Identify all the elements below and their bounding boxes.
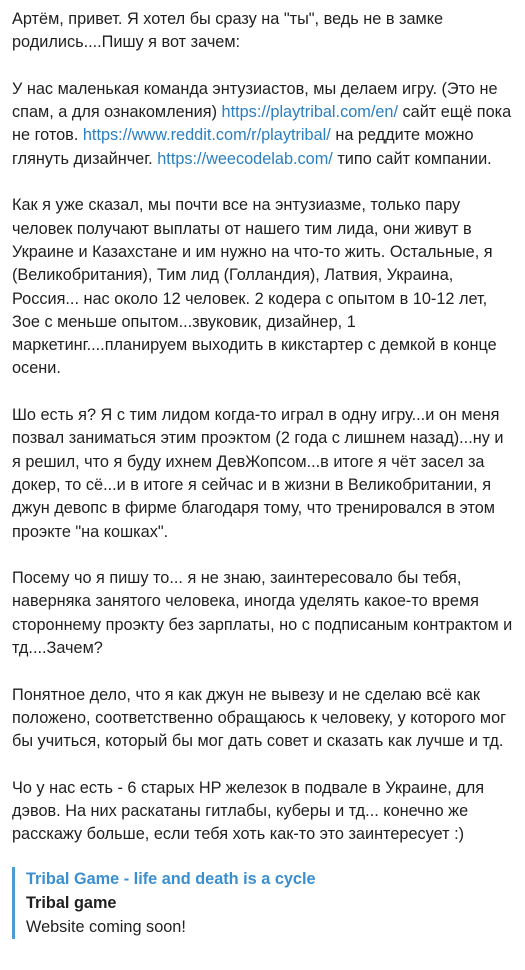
link-preview-title: Tribal game [26,893,117,912]
link-preview-site-name: Tribal Game - life and death is a cycle [26,869,316,888]
text-segment: типо сайт компании. [332,149,492,168]
text-segment: сайт ещё пока не готов. [12,103,512,145]
text-segment: на реддите можно глянуть дизайнчег. [12,126,474,168]
message-paragraph-team [12,78,513,171]
message-paragraph-resources: Чо у нас есть - 6 старых HP железок в подвале в Украине, для дэвов. На них раскатаны гитлабы, куберы и тд... конечно же расскажу больше, если тебя хоть как-то это заинтересует :) [12,778,485,844]
link-playtribal[interactable]: https://playtribal.com/en/ [221,103,398,122]
message-paragraph-about-me: Шо есть я? Я с тим лидом когда-то играл в одну игру...и он меня позвал заниматься этим проэктом (2 года с лишнем назад)...ну и я решил, что я буду ихнем ДевЖопсом...в итоге я чёт засел за докер, то сё...и в итоге я сейчас и в жизни в Великобритании, я джун девопс в фирме благодаря тому, что тренировался в этом проэкте "на кошках". [12,406,504,541]
link-preview-description: Website coming soon! [26,917,186,936]
link-preview[interactable] [12,867,513,939]
message-paragraph-greeting: Артём, привет. Я хотел бы сразу на "ты", ведь не в замке родились....Пишу я вот зачем: [12,10,444,52]
link-weecodelab[interactable]: https://weecodelab.com/ [157,149,333,168]
text-segment: У нас маленькая команда энтузиастов, мы делаем игру. (Это не спам, а для ознакомления) [12,79,498,122]
link-reddit[interactable]: https://www.reddit.com/r/playtribal/ [82,126,331,145]
message-paragraph-enthusiasm: Как я уже сказал, мы почти все на энтузиазме, только пару человек получают выплаты от нашего тим лида, они живут в Украине и Казахстане и им нужно на что-то жить. Остальные, я (Великобритания), Тим лид (Голландия), Латвия, Украина, Россия... нас около 12 человек. 2 кодера с опытом в 10-12 лет, Зое с меньше опытом...звуковик, дизайнер, 1 маркетинг....планируем выходить в кикстартер с демкой в конце осени. [12,196,497,378]
message-paragraph-question: Посему чо я пишу то... я не знаю, заинтересовало бы тебя, наверняка занятого человека, иногда уделять какое-то время стороннему проэкту без зарплаты, но с подписаным контрактом и тд....Зачем? [12,569,513,658]
message-paragraph-reason: Понятное дело, что я как джун не вывезу и не сделаю всё как положено, соответственно обращаюсь к человеку, у которого мог бы учиться, который бы мог дать совет и сказать как лучше и тд. [12,685,507,751]
